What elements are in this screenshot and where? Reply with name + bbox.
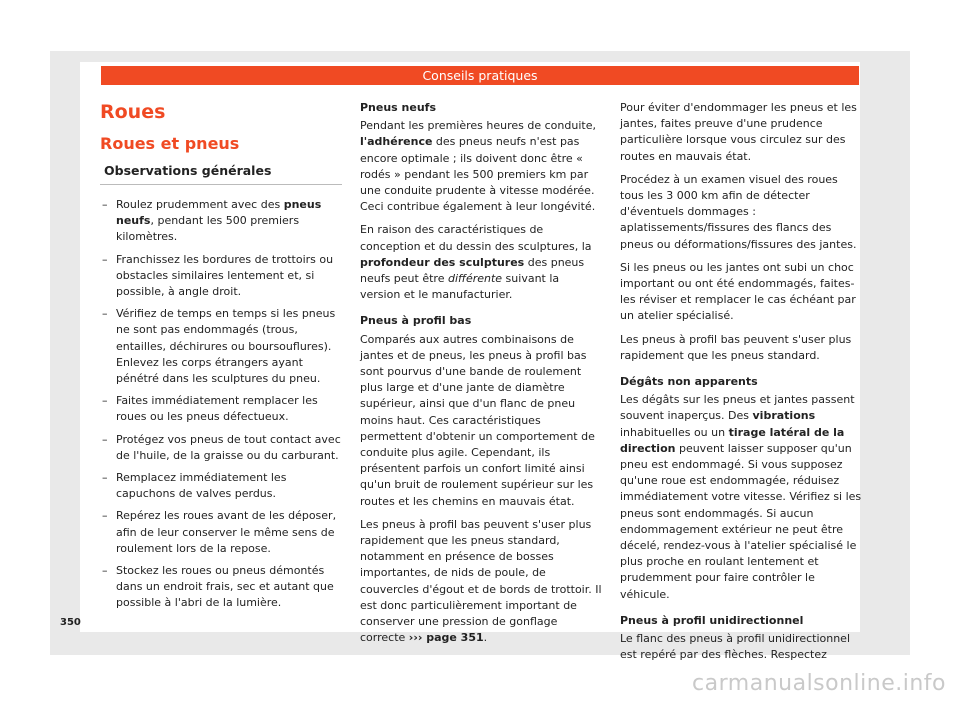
chapter-title: Roues	[100, 101, 166, 123]
paragraph: Les pneus à profil bas peuvent s'user plus rapidement que les pneus standard, notamment en présence de bosses importantes, de nids de poule, de couvercles d'égout et de bords de trottoir. Il est donc particulièrement important de conserver une pression de gonflage correcte ››› page 351.	[360, 517, 602, 645]
list-item: – Franchissez les bordures de trottoirs ou obstacles similaires lentement et, si possible, à angle droit.	[102, 252, 334, 299]
heading-new-tyres: Pneus neufs	[360, 101, 437, 114]
paragraph: Pendant les premières heures de conduite, l'adhérence des pneus neufs n'est pas encore optimale ; ils doivent donc être « rodés » pendant les 500 premiers km par une conduite prudente à vitesse modérée. Ceci contribue également à leur longévité.	[360, 119, 596, 214]
list-item: – Repérez les roues avant de les déposer, afin de leur conserver le même sens de roulement lors de la repose.	[102, 509, 337, 555]
column-middle	[360, 100, 602, 654]
paragraph: Si les pneus ou les jantes ont subi un choc important ou ont été endommagés, faites-les réviser et remplacer le cas échéant par un atelier spécialisé.	[620, 260, 856, 323]
paragraph: En raison des caractéristiques de conception et du dessin des sculptures, la profondeur des sculptures des pneus neufs peut être différente suivant la version et le manufacturier.	[360, 223, 592, 302]
section-header: Conseils pratiques	[101, 66, 859, 85]
advice-list	[100, 197, 342, 612]
column-left	[100, 100, 342, 618]
paragraph: Pour éviter d'endommager les pneus et les jantes, faites preuve d'une prudence particulière lorsque vous circulez sur des routes en mauvais état.	[620, 101, 857, 163]
list-item: – Faites immédiatement remplacer les roues ou les pneus défectueux.	[102, 394, 318, 424]
list-item: – Stockez les roues ou pneus démontés dans un endroit frais, sec et autant que possible à l'abri de la lumière.	[102, 564, 334, 610]
page-number: 350	[60, 617, 81, 628]
paragraph: Le flanc des pneus à profil unidirectionnel est repéré par des flèches. Respectez	[620, 632, 850, 662]
heading-low-profile: Pneus à profil bas	[360, 314, 472, 328]
heading-hidden-damage: Dégâts non apparents	[620, 375, 758, 389]
column-right	[620, 100, 862, 671]
section-title: Roues et pneus	[100, 134, 240, 153]
page-reference-link[interactable]: ››› page 351	[408, 631, 484, 645]
paragraph: Les dégâts sur les pneus et jantes passent souvent inaperçus. Des vibrations inhabituelles ou un tirage latéral de la direction peuvent laisser supposer qu'un pneu est endommagé. Si vous supposez qu'une roue est endommagée, réduisez immédiatement votre vitesse. Vérifiez si les pneus sont endommagés. Si aucun endommagement extérieur ne peut être décelé, rendez-vous à l'atelier spécialisé le plus proche en roulant lentement et prudemment pour faire contrôler le véhicule.	[620, 393, 862, 601]
paragraph: Les pneus à profil bas peuvent s'user plus rapidement que les pneus standard.	[620, 332, 852, 362]
heading-unidirectional: Pneus à profil unidirectionnel	[620, 613, 804, 627]
subsection-title: Observations générales	[100, 162, 342, 185]
list-item: – Roulez prudemment avec des pneus neufs, pendant les 500 premiers kilomètres.	[102, 198, 322, 244]
paragraph: Procédez à un examen visuel des roues tous les 3 000 km afin de détecter d'éventuels dommages : aplatissements/fissures des flancs des pneus ou déformations/fissures des jantes.	[620, 172, 857, 251]
list-item: – Vérifiez de temps en temps si les pneus ne sont pas endommagés (trous, entailles, déchirures ou boursouflures). Enlevez les corps étrangers ayant pénétré dans les sculptures du pneu.	[102, 307, 336, 386]
watermark: carmanualsonline.info	[692, 671, 946, 696]
paragraph: Comparés aux autres combinaisons de jantes et de pneus, les pneus à profil bas sont pourvus d'une bande de roulement plus large et d'une jante de diamètre supérieur, ainsi que d'un flanc de pneu moins haut. Ces caractéristiques permettent d'obtenir un comportement de conduite plus agile. Cependant, ils présentent parfois un confort limité ainsi qu'un bruit de roulement supérieur sur les routes et les chemins en mauvais état.	[360, 332, 595, 508]
list-item: – Remplacez immédiatement les capuchons de valves perdus.	[102, 471, 287, 501]
list-item: – Protégez vos pneus de tout contact avec de l'huile, de la graisse ou du carburant.	[102, 432, 341, 462]
